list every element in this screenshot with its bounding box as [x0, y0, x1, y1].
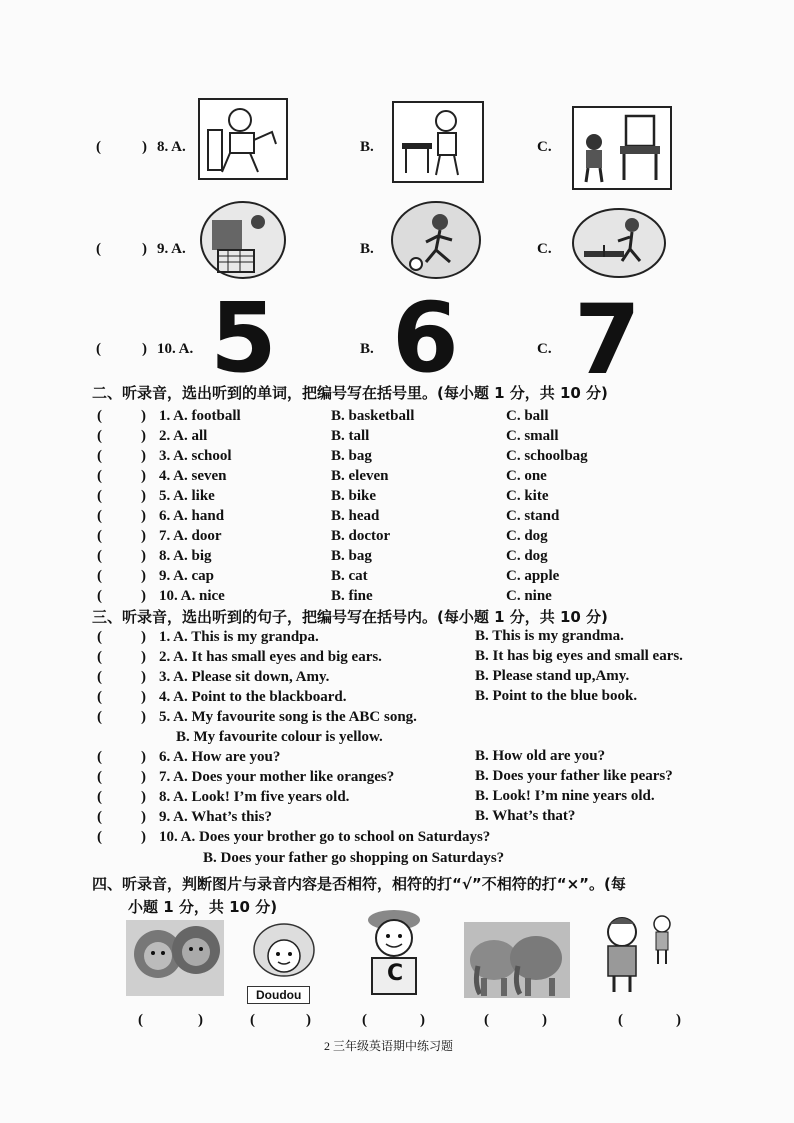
answer-bracket-open[interactable]: ( — [97, 629, 102, 645]
word-option-b: B. basketball — [331, 408, 415, 424]
answer-bracket-open[interactable]: ( — [97, 408, 102, 424]
word-option-c: C. schoolbag — [506, 448, 588, 464]
word-option-b: B. fine — [331, 588, 373, 604]
word-option-b: B. bag — [331, 548, 372, 564]
answer-bracket-close: ) — [141, 568, 146, 584]
answer-bracket-close: ) — [141, 629, 146, 645]
answer-bracket-close: ) — [141, 669, 146, 685]
option-b-label: B. — [360, 139, 374, 155]
question-9-label: 9. A. — [157, 241, 186, 257]
word-option-c: C. kite — [506, 488, 549, 504]
answer-bracket-open[interactable]: ( — [97, 588, 102, 604]
word-option-b: B. doctor — [331, 528, 391, 544]
answer-bracket-close: ) — [141, 689, 146, 705]
answer-bracket-open[interactable]: ( — [97, 669, 102, 685]
answer-bracket-close: ) — [142, 241, 147, 257]
answer-bracket-close: ) — [142, 139, 147, 155]
option-c-label: C. — [537, 341, 552, 357]
doudou-girl-image — [244, 922, 324, 984]
answer-bracket-open[interactable]: ( — [618, 1012, 623, 1028]
word-option-a: 4. A. seven — [159, 468, 227, 484]
answer-bracket-close: ) — [141, 588, 146, 604]
word-option-a: 9. A. cap — [159, 568, 215, 584]
sentence-option-a: 2. A. It has small eyes and big ears. — [159, 649, 382, 665]
word-option-b: B. bike — [331, 488, 377, 504]
answer-bracket-close: ) — [141, 448, 146, 464]
answer-bracket-open[interactable]: ( — [97, 488, 102, 504]
sentence-option-b: B. Look! I’m nine years old. — [475, 788, 655, 804]
word-option-c: C. stand — [506, 508, 560, 524]
sentence-option-b: B. Point to the blue book. — [475, 688, 638, 704]
answer-bracket-close: ) — [141, 528, 146, 544]
answer-bracket-open[interactable]: ( — [138, 1012, 143, 1028]
word-option-c: C. dog — [506, 528, 548, 544]
answer-bracket-close: ) — [141, 488, 146, 504]
answer-bracket-open[interactable]: ( — [97, 829, 102, 845]
sentence-option-a: 6. A. How are you? — [159, 749, 281, 765]
answer-bracket-open[interactable]: ( — [97, 789, 102, 805]
answer-bracket-close: ) — [676, 1012, 681, 1028]
sentence-option-b: B. Does your father like pears? — [475, 768, 673, 784]
boy-sitting-desk-image — [198, 98, 288, 180]
word-option-a: 3. A. school — [159, 448, 232, 464]
football-thought-bubble-image — [390, 200, 482, 286]
answer-bracket-open[interactable]: ( — [97, 428, 102, 444]
answer-bracket-open[interactable]: ( — [97, 468, 102, 484]
sentence-option-b: B. How old are you? — [475, 748, 606, 764]
answer-bracket-open[interactable]: ( — [362, 1012, 367, 1028]
boy-standing-desk-image — [392, 101, 484, 183]
table-tennis-thought-bubble-image — [570, 205, 668, 285]
word-option-c: C. nine — [506, 588, 552, 604]
answer-bracket-open[interactable]: ( — [97, 749, 102, 765]
answer-bracket-close: ) — [542, 1012, 547, 1028]
section-3-heading: 三、听录音，选出听到的句子，把编号写在括号内。(每小题 1 分，共 10 分) — [92, 608, 608, 626]
number-six-image: 6 — [392, 282, 459, 394]
sentence-option-b: B. This is my grandma. — [475, 628, 624, 644]
answer-bracket-close: ) — [141, 508, 146, 524]
answer-bracket-close: ) — [141, 408, 146, 424]
sentence-option-a: 7. A. Does your mother like oranges? — [159, 769, 395, 785]
word-option-c: C. one — [506, 468, 547, 484]
sentence-option-b: B. It has big eyes and small ears. — [475, 648, 683, 664]
word-option-b: B. eleven — [331, 468, 389, 484]
sentence-option-a: 10. A. Does your brother go to school on Saturdays? — [159, 829, 491, 845]
answer-bracket-open[interactable]: ( — [484, 1012, 489, 1028]
sentence-option-a: 1. A. This is my grandpa. — [159, 629, 319, 645]
word-option-a: 7. A. door — [159, 528, 222, 544]
answer-bracket-open[interactable]: ( — [96, 139, 101, 155]
word-option-b: B. head — [331, 508, 380, 524]
word-option-c: C. ball — [506, 408, 549, 424]
answer-bracket-open[interactable]: ( — [97, 528, 102, 544]
answer-bracket-open[interactable]: ( — [96, 341, 101, 357]
answer-bracket-open[interactable]: ( — [97, 548, 102, 564]
answer-bracket-close: ) — [141, 829, 146, 845]
sentence-option-a: 4. A. Point to the blackboard. — [159, 689, 347, 705]
letter-c-card: C — [387, 961, 404, 986]
word-option-c: C. apple — [506, 568, 560, 584]
word-option-c: C. small — [506, 428, 559, 444]
answer-bracket-close: ) — [141, 789, 146, 805]
answer-bracket-close: ) — [141, 809, 146, 825]
answer-bracket-close: ) — [141, 649, 146, 665]
answer-bracket-open[interactable]: ( — [97, 649, 102, 665]
option-b-label: B. — [360, 241, 374, 257]
section-2-heading: 二、听录音，选出听到的单词，把编号写在括号里。(每小题 1 分，共 10 分) — [92, 384, 608, 402]
answer-bracket-open[interactable]: ( — [250, 1012, 255, 1028]
shopping-thought-bubble-image — [198, 200, 288, 286]
word-option-a: 8. A. big — [159, 548, 212, 564]
section-4-heading-line2: 小题 1 分，共 10 分) — [128, 898, 278, 916]
answer-bracket-close: ) — [141, 548, 146, 564]
sentence-option-b: B. Please stand up,Amy. — [475, 668, 630, 684]
answer-bracket-open[interactable]: ( — [97, 709, 102, 725]
question-8-label: 8. A. — [157, 139, 186, 155]
word-option-a: 10. A. nice — [159, 588, 225, 604]
boy-next-to-chair-image — [572, 106, 672, 190]
number-seven-image: 7 — [574, 284, 641, 396]
word-option-b: B. tall — [331, 428, 370, 444]
question-10-label: 10. A. — [157, 341, 194, 357]
answer-bracket-close: ) — [141, 709, 146, 725]
word-option-b: B. cat — [331, 568, 368, 584]
word-option-a: 1. A. football — [159, 408, 241, 424]
answer-bracket-close: ) — [141, 428, 146, 444]
answer-bracket-open[interactable]: ( — [97, 769, 102, 785]
answer-bracket-close: ) — [306, 1012, 311, 1028]
page-footer: 2 三年级英语期中练习题 — [324, 1039, 454, 1053]
answer-bracket-close: ) — [198, 1012, 203, 1028]
word-option-b: B. bag — [331, 448, 372, 464]
elephants-image — [464, 922, 570, 998]
answer-bracket-close: ) — [141, 769, 146, 785]
word-option-a: 5. A. like — [159, 488, 215, 504]
sentence-option-b: B. Does your father go shopping on Saturdays? — [203, 850, 505, 866]
sentence-option-a: 9. A. What’s this? — [159, 809, 272, 825]
sentence-option-a: 8. A. Look! I’m five years old. — [159, 789, 350, 805]
word-option-a: 2. A. all — [159, 428, 208, 444]
girl-holding-letter-c-image — [354, 906, 434, 998]
answer-bracket-close: ) — [141, 468, 146, 484]
word-option-c: C. dog — [506, 548, 548, 564]
answer-bracket-open[interactable]: ( — [96, 241, 101, 257]
two-lions-image — [126, 920, 224, 996]
answer-bracket-open[interactable]: ( — [97, 448, 102, 464]
sentence-option-a: 5. A. My favourite song is the ABC song. — [159, 709, 417, 725]
answer-bracket-close: ) — [141, 749, 146, 765]
option-c-label: C. — [537, 139, 552, 155]
answer-bracket-open[interactable]: ( — [97, 568, 102, 584]
man-and-girl-image — [594, 910, 686, 996]
answer-bracket-close: ) — [420, 1012, 425, 1028]
number-five-image: 5 — [210, 282, 277, 394]
answer-bracket-open[interactable]: ( — [97, 689, 102, 705]
word-option-a: 6. A. hand — [159, 508, 225, 524]
option-c-label: C. — [537, 241, 552, 257]
sentence-option-a: 3. A. Please sit down, Amy. — [159, 669, 330, 685]
answer-bracket-open[interactable]: ( — [97, 809, 102, 825]
doudou-name-tag: Doudou — [247, 986, 310, 1004]
sentence-option-b: B. My favourite colour is yellow. — [176, 729, 383, 745]
sentence-option-b: B. What’s that? — [475, 808, 576, 824]
answer-bracket-close: ) — [142, 341, 147, 357]
answer-bracket-open[interactable]: ( — [97, 508, 102, 524]
section-4-heading-line1: 四、听录音，判断图片与录音内容是否相符，相符的打“√”不相符的打“×”。(每 — [92, 875, 626, 893]
option-b-label: B. — [360, 341, 374, 357]
